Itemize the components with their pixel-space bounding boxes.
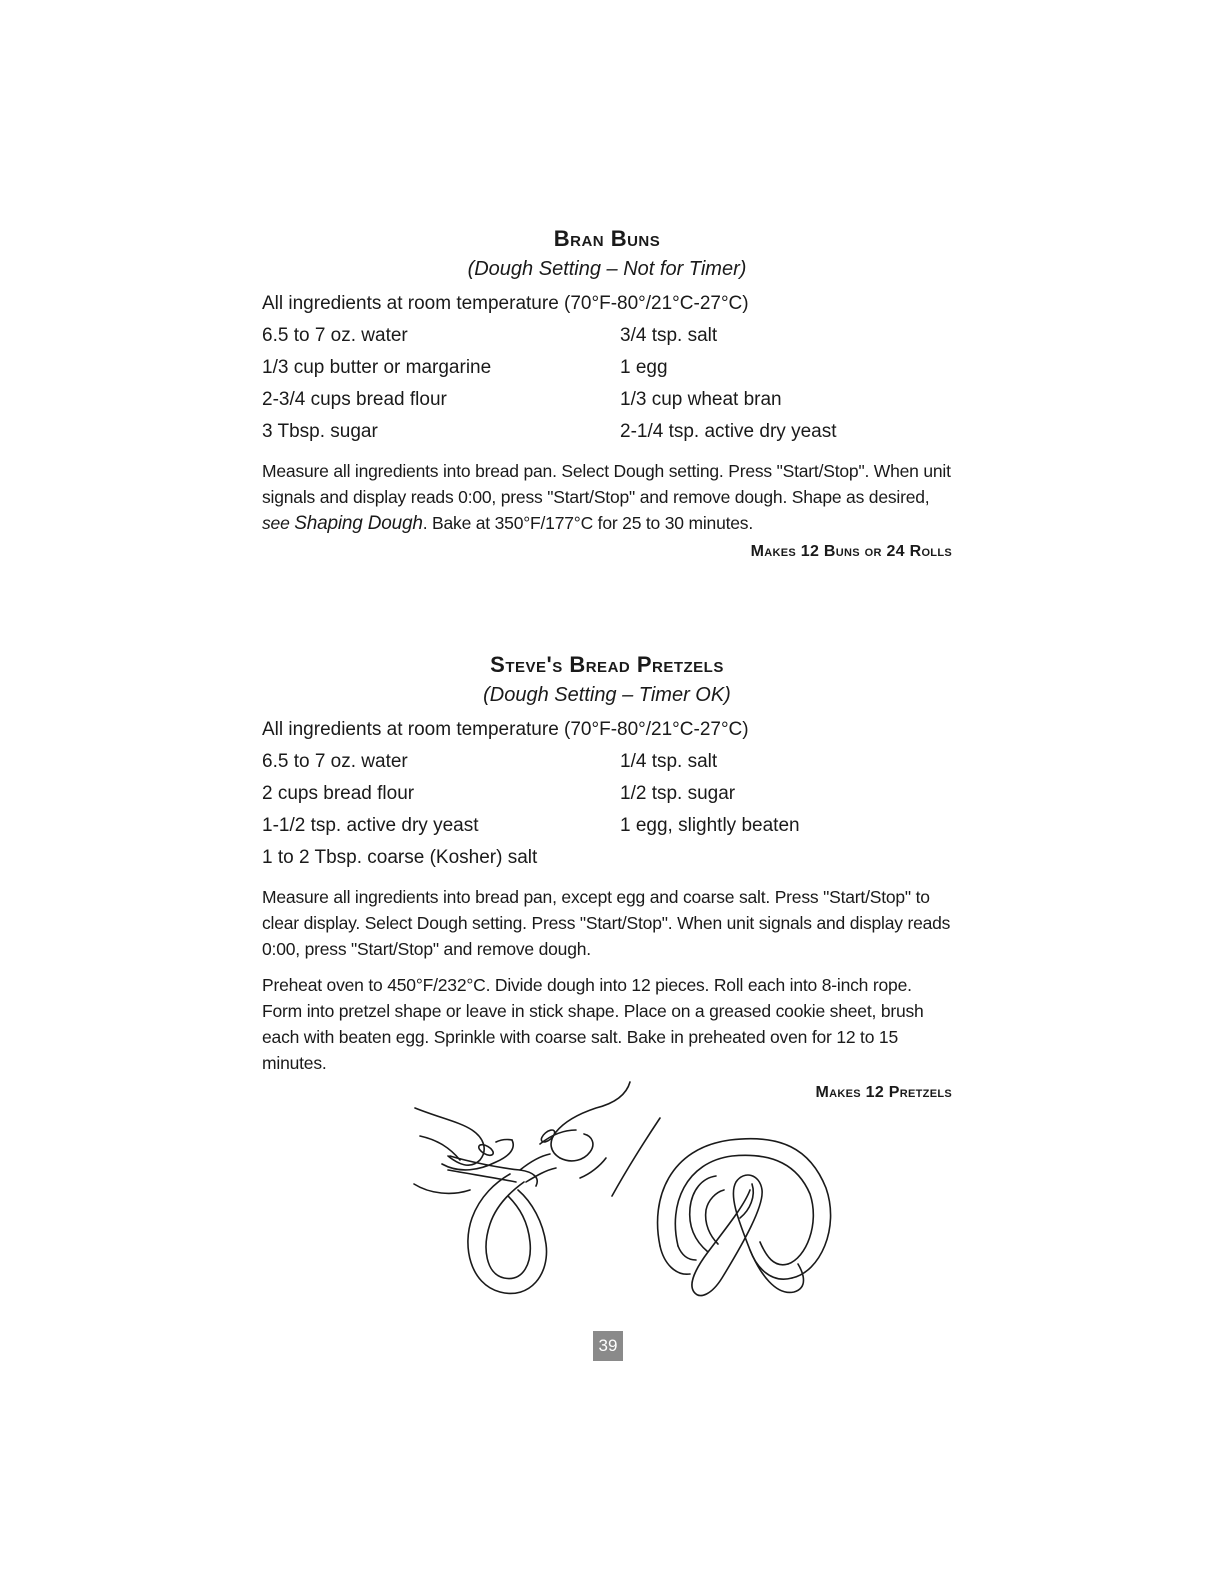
- ingredient: 1 to 2 Tbsp. coarse (Kosher) salt: [262, 847, 538, 868]
- pretzel-icon: [658, 1139, 831, 1296]
- recipe-yield: Makes 12 Pretzels: [815, 1084, 952, 1101]
- method-text: [262, 884, 952, 1076]
- ingredient: 1/4 tsp. salt: [620, 751, 718, 772]
- ingredient: 2-1/4 tsp. active dry yeast: [620, 421, 837, 442]
- recipe-title: Bran Buns: [553, 226, 661, 251]
- ingredient-list: [262, 320, 952, 448]
- ingredient: 1 egg: [620, 357, 668, 378]
- ingredient: 1/3 cup wheat bran: [620, 389, 782, 410]
- recipe-yield: Makes 12 Buns or 24 Rolls: [750, 543, 952, 560]
- ingredient: 3/4 tsp. salt: [620, 325, 718, 346]
- shaping-dough-link: Shaping Dough: [294, 513, 423, 534]
- temperature-note: All ingredients at room temperature (70°F-80°/21°C-27°C): [262, 293, 749, 314]
- ingredient: 2 cups bread flour: [262, 783, 415, 804]
- ingredient: 3 Tbsp. sugar: [262, 421, 378, 442]
- recipe-title: Steve's Bread Pretzels: [490, 652, 724, 677]
- page-number: 39: [593, 1331, 623, 1361]
- pretzel-illustration: [400, 1078, 860, 1310]
- recipe-subtitle: (Dough Setting – Not for Timer): [467, 258, 747, 280]
- method-part: . Bake at 350°F/177°C for 25 to 30 minutes.: [422, 513, 754, 533]
- ingredient: 1 egg, slightly beaten: [620, 815, 800, 836]
- ingredient: 1-1/2 tsp. active dry yeast: [262, 815, 479, 836]
- recipe-bread-pretzels: [262, 652, 952, 1104]
- method-paragraph: Preheat oven to 450°F/232°C. Divide dough into 12 pieces. Roll each into 8-inch rope. Form into pretzel shape or leave in stick shape. Place on a greased cookie sheet, brush each with beaten egg. Sprinkle with coarse salt. Bake in preheated oven for 12 to 15 minutes.: [262, 975, 924, 1073]
- method-paragraph: Measure all ingredients into bread pan, except egg and coarse salt. Press "Start/Stop" to clear display. Select Dough setting. Press "Start/Stop". When unit signals and display reads 0:00, press "Start/Stop" and remove dough.: [262, 887, 951, 959]
- dough-rope-icon: [448, 1154, 556, 1293]
- method-text: [262, 458, 952, 537]
- ingredient: 2-3/4 cups bread flour: [262, 389, 447, 410]
- recipe-subtitle: (Dough Setting – Timer OK): [483, 684, 731, 706]
- temperature-note: All ingredients at room temperature (70°F-80°/21°C-27°C): [262, 719, 749, 740]
- ingredient: 1/3 cup butter or margarine: [262, 357, 492, 378]
- ingredient: 6.5 to 7 oz. water: [262, 751, 408, 772]
- method-see: see: [262, 513, 290, 533]
- ingredient-list: [262, 746, 952, 874]
- ingredient: 1/2 tsp. sugar: [620, 783, 736, 804]
- method-part: Measure all ingredients into bread pan. Select Dough setting. Press "Start/Stop". When unit signals and display reads 0:00, press "Start/Stop" and remove dough. Shape as desired,: [262, 461, 951, 507]
- ingredient: 6.5 to 7 oz. water: [262, 325, 408, 346]
- ingredient: [620, 842, 952, 874]
- recipe-bran-buns: [262, 226, 952, 563]
